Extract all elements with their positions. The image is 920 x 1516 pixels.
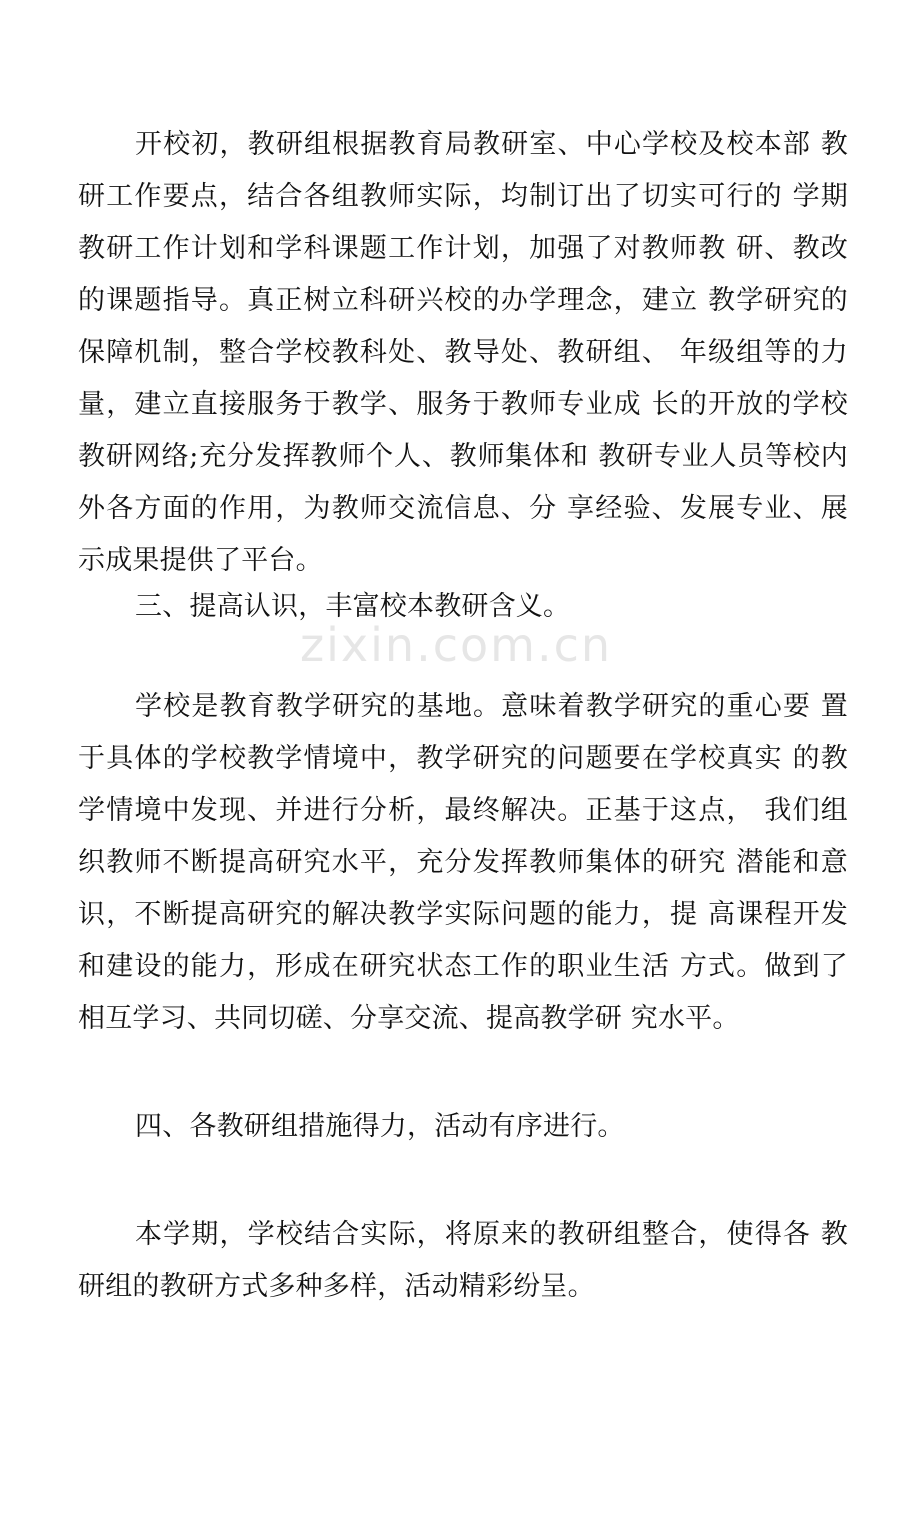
section-heading-4: 四、各教研组措施得力，活动有序进行。: [135, 1111, 625, 1142]
paragraph-2: 学校是教育教学研究的基地。意味着教学研究的重心要 置于具体的学校教学情境中，教学研究的问题要在学校真实 的教学情境中发现、并进行分析，最终解决。正基于这点， 我们组织教师不断提高研究水平，充分发挥教师集体的研究 潜能和意识，不断提高研究的解决教学实际问题的能力，提 高课程开发和建设的能力，形成在研究状态工作的职业生活 方式。做到了相互学习、共同切磋、分享交流、提高教学研 究水平。: [78, 691, 848, 1034]
watermark: zixin.com.cn: [300, 618, 613, 672]
paragraph-1: 开校初，教研组根据教育局教研室、中心学校及校本部 教研工作要点，结合各组教师实际，均制订出了切实可行的 学期教研工作计划和学科课题工作计划，加强了对教师教 研、教改的课题指导。真正树立科研兴校的办学理念，建立 教学研究的保障机制，整合学校教科处、教导处、教研组、 年级组等的力量，建立直接服务于教学、服务于教师专业成 长的开放的学校教研网络;充分发挥教师个人、教师集体和 教研专业人员等校内外各方面的作用，为教师交流信息、分 享经验、发展专业、展示成果提供了平台。: [78, 129, 848, 576]
paragraph-3: 本学期，学校结合实际，将原来的教研组整合，使得各 教研组的教研方式多种多样，活动精彩纷呈。: [78, 1219, 848, 1302]
section-heading-3: 三、提高认识，丰富校本教研含义。: [135, 591, 571, 622]
